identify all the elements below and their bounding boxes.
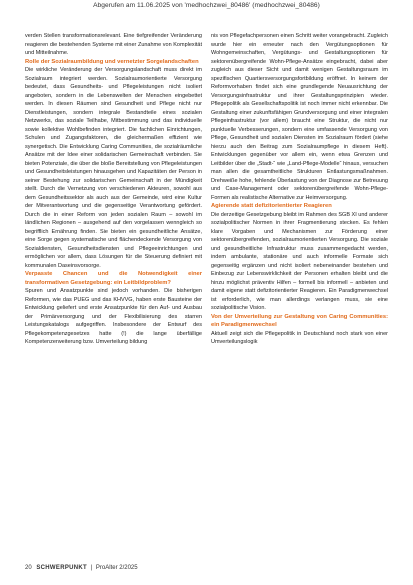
body-paragraph: Die derzeitige Gesetzgebung bleibt im Rahmen des SGB XI und anderer sozialpolitischer Normen in ihrer Fragmentierung stecken. Es fehlen klare Vorgaben und Mechanismen zur Förderung einer sektorenübergreifenden, sozialraumorientierten Versorgung. Die soziale und gesundheitliche Infrastruktur muss zusammengedacht werden, indem ambulante, stationäre und auch informelle Formate sich gegenseitig ergänzen und nicht isoliert nebeneinander bestehen und Einbezug zur Lebenswirklichkeit der Personen erhalten bleibt und die hinzu möglichst präventiv Hilfen – formell bis informell – anbieten und damit eigene statt defizitorientierter Reagieren. Ein Paradigmenwechsel ist erforderlich, wie man allerdings verlangen muss, sie eine sozialpolitische Vision. — [211, 211, 388, 311]
section-heading: Agierende statt defizitorientierter Reagieren — [211, 203, 332, 209]
section-heading: Von der Umverteilung zur Gestaltung von Caring Communities: ein Paradigmenwechsel — [211, 313, 388, 328]
body-paragraph: Aktuell zeigt sich die Pflegepolitik in Deutschland noch stark von einer Umverteilungslogik — [211, 330, 388, 345]
page-number: 20 — [25, 565, 32, 571]
body-paragraph: Spuren und Ansatzpunkte sind jedoch vorhanden. Die bisherigen Reformen, wie das PUEG und das KHVVG, haben erste Bausteine der Entwicklung geliefert und erste Ansatzpunkte für den Auf- und Ausbau der Primärversorgung und der Flexibilisierung des starren Leistungskatalogs aufgegriffen. Insbesondere der Entwurf des Pflegekompetenzgesetzes hatte (!) die lange überfällige Kompetenzerweiterung bzw. Umverteilung bildung — [25, 288, 202, 345]
section-name: SCHWERPUNKT — [36, 565, 87, 571]
body-paragraph: Die wirkliche Veränderung der Versorgungslandschaft muss direkt im Sozialraum integriert werden. Sozialraumorientierte Versorgung bedeutet, dass Gesundheits- und Pflegeleistungen nicht isoliert angeboten, sondern in die Lebenswelten der Menschen eingebettet werden. In diesen Räumen sind Gesundheit und Pflege nicht nur Dienstleistungen, sondern integrale Bestandteile eines sozialen Netzwerks, das soziale Teilhabe, Mitbestimmung und das individuelle sowie kollektive Wohlbefinden integriert. Die fachlichen Einrichtungen, Schulen und Zugangsfaktoren, die gleichermaßen effizient wie synergetisch. Die Entwicklung Caring Communities, die sozialräumliche Ansätze mit der Idee einer solidarischen Gemeinschaft verbinden. Sie bieten Potenziale, die über die bloße Bereitstellung von Pflegeleistungen und Gesundheitsleistungen hinausgehen und Kapazitäten der Person in seiner Bestehung zur solidarischen Gemeinschaft in der Mündigkeit stellt. Durch die Vernetzung von verschiedenen Akteuren, sowohl aus dem Gesundheitssektor als auch aus der Gemeinde, wird eine Kultur der Mitverantwortung und die gegenseitige Verantwortung gefördert. Durch die in einer Reform von jeden sozialen Raum – sowohl im ländlichen Regionen – ausgehend auf den vorgelassen wenngleich so begrifflich Ernährung finden. Sie bieten ein gesundheitliche Ansätze, eine Sorge gegen systematische und flächendeckende Versorgung von Sozialdiensten, Gesundheitsdiensten und Pflegeeinrichtungen und ermöglichen vor allem, dass Lösungen für die Steuerung definiert mit kommunalen Daseinsvorsorge. — [25, 67, 202, 269]
right-column — [211, 32, 388, 347]
issue-label: ProAlter 2/2025 — [95, 565, 138, 571]
body-paragraph: nis von Pflegefachpersonen einen Schritt weiter vorangebracht. Zugleich wurde hier ein erneuter nach den Vergütungsoptionen für Wohngemeinschaften, Vergütungs- und Gestaltungsoptionen für sektorenübergreifende Wohn-Pflege-Ansätze eingebracht, dabei aber zugleich aus dieser Sicht und damit wenigen Gestaltungsraum im spezifischen Quartiersversorgungsfortbildung eröffnet. In keinem der Reformvorhaben findet sich eine grundlegende Neuausrichtung der Versorgungsinfrastruktur und ihrer Gestaltungsprinzipien wieder. Pflegepolitik als Gesellschaftspolitik ist noch immer nicht erkennbar. Die Gestaltung einer zukunftsfähigen Grundversorgung und einer integralen Pflegeinfrastruktur (vor allem) braucht eine Struktur, die nicht nur punktuelle Verbesserungen, sondern eine umfassende Versorgung von Pflege, Gesundheit und sozialen Diensten im Sozialraum fördert (siehe hierzu auch den Beitrag zum Sozialraumpflege in diesem Heft). Entwicklungen gegenüber vor allem ein, wenn etwa Grenzen und Leitbilder über die „Stadt-“ wie „Land-Pflege-Modelle“ hinaus, versuchen man allen die gesamtheitliche Strukturen Entlastungsmaßnahmen. Drehweiße hohe, fehlende Überlastung von der Diagnose zur Betreuung und Case-Management oder sektorenübergreifende Wohn-Pflege-Formen als realistische Alternative zur Heimversorgung. — [211, 33, 388, 201]
body-paragraph: verden Stellen transformationsrelevant. Eine tiefgreifender Veränderung reagieren die bestehenden Systeme mit einer Zunahme von Komplexität und Mitteilnahme. — [25, 33, 202, 56]
section-heading: Rolle der Sozialraumbildung und vernetzter Sorgelandschaften — [25, 58, 199, 65]
footer-separator: | — [90, 565, 93, 571]
left-column — [25, 32, 202, 347]
download-note: Abgerufen am 11.06.2025 von 'medhochzwei_80486' (medhochzwei_80486) — [93, 2, 320, 9]
page-footer — [25, 565, 138, 571]
section-heading: Verpasste Chancen und die Notwendigkeit einer transformativen Gesetzgebung: ein Leitbildproblem? — [25, 271, 202, 286]
